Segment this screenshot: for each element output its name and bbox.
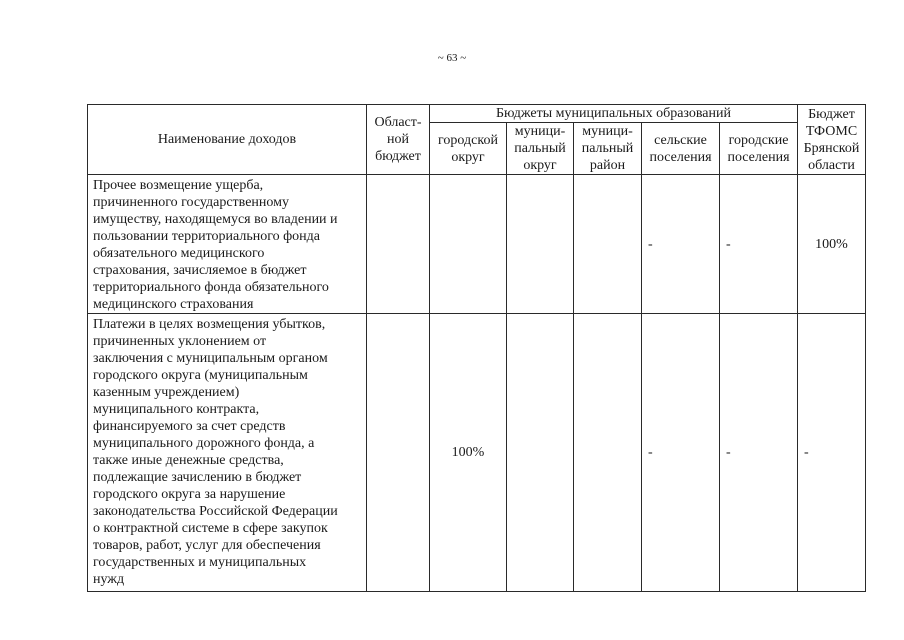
row-tfoms-value: 100%	[798, 175, 866, 314]
row-municipal-district-value	[507, 314, 574, 592]
row-city-district-value	[430, 175, 507, 314]
table-row	[88, 314, 866, 592]
row-tfoms-value: -	[798, 314, 866, 592]
header-regional-budget: Област- ной бюджет	[367, 105, 430, 175]
row-urban-value: -	[720, 314, 798, 592]
row-city-district-value: 100%	[430, 314, 507, 592]
header-row-1	[88, 105, 866, 123]
row-urban-value: -	[720, 175, 798, 314]
header-rural-settlements: сельские поселения	[642, 123, 720, 175]
income-distribution-table	[87, 104, 866, 592]
header-urban-settlements: городские поселения	[720, 123, 798, 175]
header-municipal-budgets: Бюджеты муниципальных образований	[430, 105, 798, 123]
header-income-name: Наименование доходов	[88, 105, 367, 175]
row-regional-value	[367, 175, 430, 314]
table-row	[88, 175, 866, 314]
row-regional-value	[367, 314, 430, 592]
page-number: ~ 63 ~	[437, 52, 467, 64]
row-income-name: Прочее возмещение ущерба, причиненного государственному имуществу, находящемуся во владении и пользовании территориального фонда обязательного медицинского страхования, зачисляемое в бюджет территориального фонда обязательного медицинского страхования	[88, 175, 367, 314]
row-municipal-area-value	[574, 175, 642, 314]
header-city-district: городской округ	[430, 123, 507, 175]
header-tfoms-budget: Бюджет ТФОМС Брянской области	[798, 105, 866, 175]
row-rural-value: -	[642, 175, 720, 314]
row-municipal-district-value	[507, 175, 574, 314]
header-municipal-district: муници- пальный округ	[507, 123, 574, 175]
row-rural-value: -	[642, 314, 720, 592]
header-municipal-area: муници- пальный район	[574, 123, 642, 175]
row-municipal-area-value	[574, 314, 642, 592]
row-income-name: Платежи в целях возмещения убытков, причиненных уклонением от заключения с муниципальным органом городского округа (муниципальным казенным учреждением) муниципального контракта, финансируемого за счет средств муниципального дорожного фонда, а также иные денежные средства, подлежащие зачислению в бюджет городского округа за нарушение законодательства Российской Федерации о контрактной системе в сфере закупок товаров, работ, услуг для обеспечения государственных и муниципальных нужд	[88, 314, 367, 592]
